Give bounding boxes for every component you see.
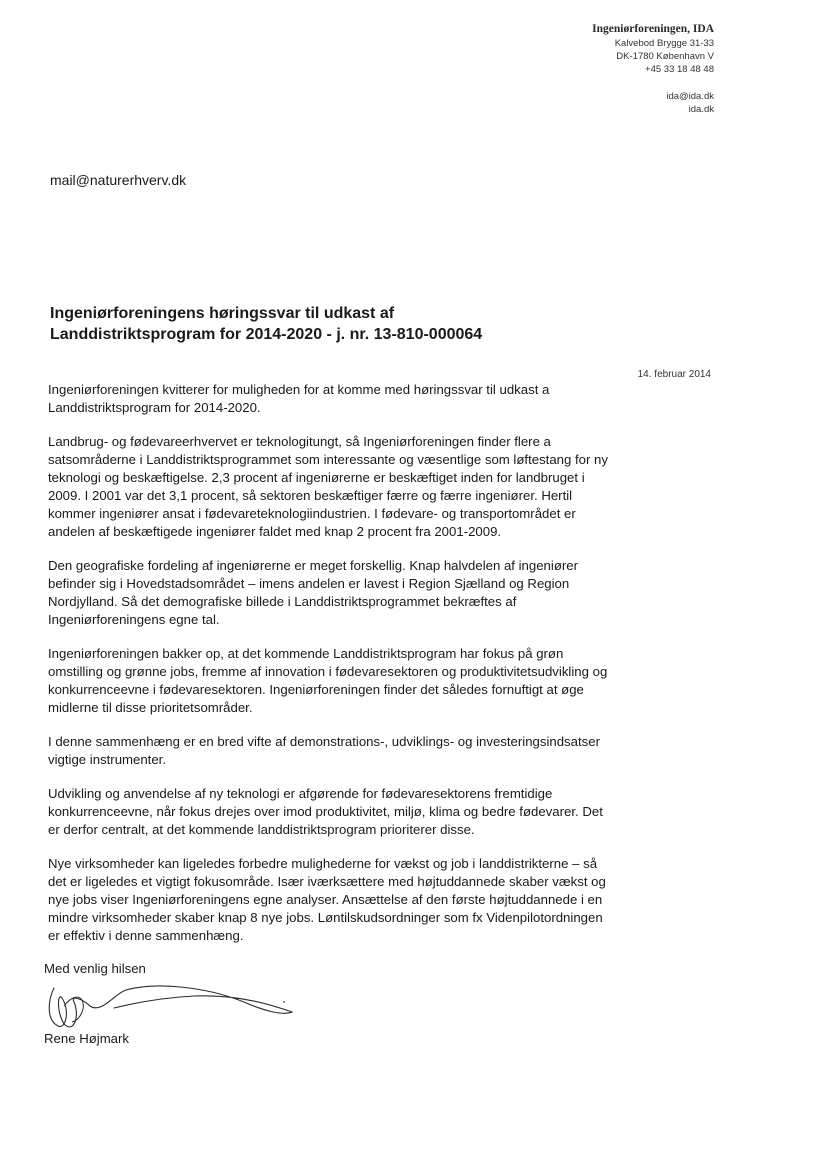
sender-phone: +45 33 18 48 48 — [645, 64, 714, 75]
body-paragraph: Den geografiske fordeling af ingeniørerne er meget forskellig. Knap halvdelen af ingeniører befinder sig i Hovedstadsområdet – imens andelen er lavest i Region Sjælland og Region Nordjylland. Så det demografiske billede i Landdistriktsprogrammet bekræftes af Ingeniørforeningens egne tal. — [48, 558, 578, 627]
sender-email: ida@ida.dk — [666, 91, 714, 102]
body-paragraph: Nye virksomheder kan ligeledes forbedre mulighederne for vækst og job i landdistrikterne – så det er ligeledes et vigtigt fokusområde. Især iværksættere med højtuddannede skaber vækst og nye jobs viser Ingeniørforeningens egne analyser. Ansættelse af den første højtuddannede i en mindre virksomheder skaber knap 8 nye jobs. Løntilskudsordninger som fx Videnpilotordningen er effektiv i denne sammenhæng. — [48, 856, 606, 943]
body-paragraph: I denne sammenhæng er en bred vifte af demonstrations-, udviklings- og investeringsindsatser vigtige instrumenter. — [48, 734, 600, 767]
handwritten-signature — [44, 980, 304, 1035]
sender-website: ida.dk — [688, 104, 714, 115]
sender-street: Kalvebod Brygge 31-33 — [614, 38, 714, 49]
sender-address-block — [592, 22, 714, 116]
letter-title: Ingeniørforeningens høringssvar til udkast af Landdistriktsprogram for 2014-2020 - j. nr. 13-810-000064 — [50, 305, 483, 343]
sender-organization: Ingeniørforeningen, IDA — [592, 23, 714, 35]
body-paragraph: Ingeniørforeningen bakker op, at det kommende Landdistriktsprogram har fokus på grøn omstilling og grønne jobs, fremme af innovation i fødevaresektoren og produktivitetsudvikling og konkurrenceevne i fødevaresektoren. Ingeniørforeningen finder det således fornuftigt at øge midlerne til disse prioritetsområder. — [48, 646, 608, 715]
body-paragraph: Udvikling og anvendelse af ny teknologi er afgørende for fødevaresektorens fremtidige konkurrenceevne, når fokus drejes over imod produktivitet, miljø, klima og bedre fødevarer. Det er derfor centralt, at det kommende landdistriktsprogram prioriterer disse. — [48, 786, 603, 837]
recipient-email: mail@naturerhverv.dk — [50, 172, 187, 188]
signatory-name: Rene Højmark — [44, 1031, 130, 1046]
body-paragraph: Ingeniørforeningen kvitterer for muligheden for at komme med høringssvar til udkast a Landdistriktsprogram for 2014-2020. — [48, 382, 550, 415]
letter-body — [48, 381, 608, 961]
letter-date: 14. februar 2014 — [637, 369, 711, 380]
closing-salutation: Med venlig hilsen — [44, 961, 146, 976]
body-paragraph: Landbrug- og fødevareerhvervet er teknologitungt, så Ingeniørforeningen finder flere a satsområderne i Landdistriktsprogrammet som interessante og væsentlige som løftestang for ny teknologi og beskæftigelse. 2,3 procent af ingeniørerne er beskæftiget inden for landbruget i 2009. I 2001 var det 3,1 procent, så sektoren beskæftiger færre og færre ingeniører. Hertil kommer ingeniører ansat i fødevareteknologiindustrien. I fødevare- og transportområdet er andelen af beskæftigede ingeniører faldet med knap 2 procent fra 2001-2009. — [48, 434, 608, 539]
sender-city: DK-1780 København V — [616, 51, 714, 62]
